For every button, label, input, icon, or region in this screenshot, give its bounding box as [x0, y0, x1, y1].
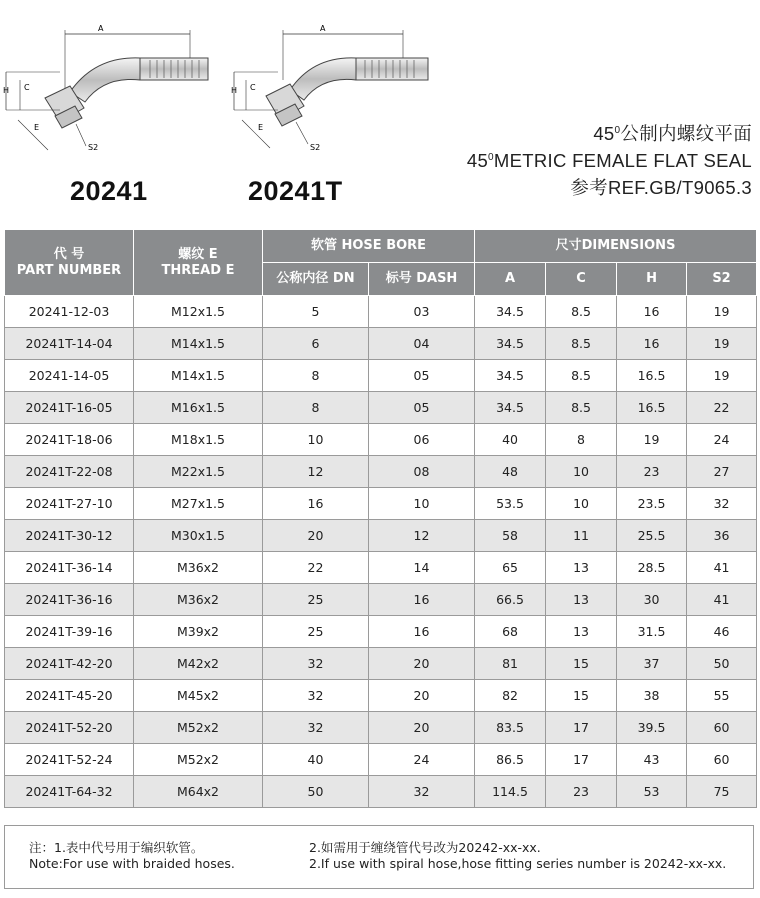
- table-row: [5, 776, 757, 808]
- table-row: [5, 712, 757, 744]
- cell-part-number: 20241T-22-08: [5, 456, 134, 488]
- cell-a: 34.5: [475, 360, 546, 392]
- cell-c: 8.5: [546, 296, 617, 328]
- cell-dn: 5: [263, 296, 369, 328]
- cell-h: 28.5: [617, 552, 687, 584]
- cell-thread: M22x1.5: [134, 456, 263, 488]
- cell-s2: 19: [687, 296, 757, 328]
- cell-part-number: 20241T-52-24: [5, 744, 134, 776]
- cell-h: 37: [617, 648, 687, 680]
- dim-label-h: H: [231, 86, 238, 95]
- cell-s2: 22: [687, 392, 757, 424]
- cell-dash: 03: [369, 296, 475, 328]
- dim-label-e: E: [34, 123, 40, 132]
- cell-dn: 6: [263, 328, 369, 360]
- cell-part-number: 20241T-36-16: [5, 584, 134, 616]
- cell-c: 11: [546, 520, 617, 552]
- cell-s2: 41: [687, 552, 757, 584]
- cell-c: 8.5: [546, 328, 617, 360]
- notes-box: [4, 825, 754, 889]
- cell-a: 86.5: [475, 744, 546, 776]
- cell-h: 19: [617, 424, 687, 456]
- cell-part-number: 20241-12-03: [5, 296, 134, 328]
- cell-s2: 41: [687, 584, 757, 616]
- dim-label-c: C: [24, 83, 30, 92]
- cell-dn: 20: [263, 520, 369, 552]
- cell-dash: 06: [369, 424, 475, 456]
- cell-dash: 05: [369, 360, 475, 392]
- cell-s2: 75: [687, 776, 757, 808]
- cell-s2: 55: [687, 680, 757, 712]
- cell-h: 38: [617, 680, 687, 712]
- cell-part-number: 20241T-42-20: [5, 648, 134, 680]
- cell-dash: 16: [369, 584, 475, 616]
- cell-dash: 20: [369, 648, 475, 680]
- cell-a: 81: [475, 648, 546, 680]
- cell-s2: 32: [687, 488, 757, 520]
- cell-h: 23.5: [617, 488, 687, 520]
- cell-c: 15: [546, 680, 617, 712]
- cell-part-number: 20241T-16-05: [5, 392, 134, 424]
- cell-s2: 60: [687, 712, 757, 744]
- table-row: [5, 392, 757, 424]
- cell-thread: M52x2: [134, 712, 263, 744]
- cell-thread: M45x2: [134, 680, 263, 712]
- title-line-ref: 参考REF.GB/T9065.3: [570, 177, 752, 198]
- cell-c: 13: [546, 552, 617, 584]
- cell-dash: 10: [369, 488, 475, 520]
- header-s2: S2: [687, 263, 757, 296]
- dim-label-a: A: [320, 24, 326, 33]
- cell-c: 10: [546, 456, 617, 488]
- cell-a: 114.5: [475, 776, 546, 808]
- cell-dn: 32: [263, 648, 369, 680]
- cell-part-number: 20241T-18-06: [5, 424, 134, 456]
- header-hose-bore: 软管 HOSE BORE: [263, 230, 475, 263]
- title-line-cn: $45^0$公制内螺纹平面: [593, 123, 752, 144]
- title-line-en: $45^0METRIC$ FEMALE FLAT SEAL: [466, 150, 752, 171]
- dim-label-e: E: [258, 123, 264, 132]
- cell-thread: M36x2: [134, 552, 263, 584]
- model-label-20241t: 20241T: [248, 176, 343, 206]
- cell-part-number: 20241T-36-14: [5, 552, 134, 584]
- cell-h: 16.5: [617, 360, 687, 392]
- table-row: [5, 552, 757, 584]
- cell-dn: 16: [263, 488, 369, 520]
- fitting-drawing-20241t: [228, 20, 443, 160]
- cell-a: 34.5: [475, 392, 546, 424]
- cell-dn: 8: [263, 360, 369, 392]
- cell-thread: M14x1.5: [134, 328, 263, 360]
- cell-h: 43: [617, 744, 687, 776]
- cell-a: 48: [475, 456, 546, 488]
- cell-thread: M12x1.5: [134, 296, 263, 328]
- cell-s2: 19: [687, 360, 757, 392]
- dim-label-a: A: [98, 24, 104, 33]
- table-row: [5, 520, 757, 552]
- cell-thread: M42x2: [134, 648, 263, 680]
- table-body: [5, 296, 757, 808]
- cell-a: 53.5: [475, 488, 546, 520]
- cell-part-number: 20241-14-05: [5, 360, 134, 392]
- cell-dn: 25: [263, 616, 369, 648]
- cell-dash: 14: [369, 552, 475, 584]
- cell-part-number: 20241T-30-12: [5, 520, 134, 552]
- header-c: C: [546, 263, 617, 296]
- cell-a: 34.5: [475, 296, 546, 328]
- cell-part-number: 20241T-64-32: [5, 776, 134, 808]
- cell-h: 39.5: [617, 712, 687, 744]
- cell-thread: M64x2: [134, 776, 263, 808]
- cell-c: 8: [546, 424, 617, 456]
- table-row: [5, 744, 757, 776]
- cell-a: 83.5: [475, 712, 546, 744]
- model-label-20241: 20241: [70, 176, 148, 206]
- cell-thread: M36x2: [134, 584, 263, 616]
- header-dimensions: 尺寸DIMENSIONS: [475, 230, 757, 263]
- cell-dn: 40: [263, 744, 369, 776]
- header-h: H: [617, 263, 687, 296]
- cell-dash: 12: [369, 520, 475, 552]
- table-row: [5, 680, 757, 712]
- header-part-number: 代 号 PART NUMBER: [5, 230, 134, 296]
- dim-label-s2: S2: [310, 143, 321, 152]
- cell-h: 16: [617, 328, 687, 360]
- cell-thread: M27x1.5: [134, 488, 263, 520]
- table-row: [5, 328, 757, 360]
- cell-s2: 27: [687, 456, 757, 488]
- cell-dash: 08: [369, 456, 475, 488]
- product-title: [467, 120, 752, 201]
- cell-dash: 05: [369, 392, 475, 424]
- cell-c: 17: [546, 712, 617, 744]
- fitting-drawing-20241: [0, 20, 230, 160]
- header-dn: 公称内径 DN: [263, 263, 369, 296]
- spec-table: [4, 229, 757, 808]
- cell-a: 58: [475, 520, 546, 552]
- cell-a: 34.5: [475, 328, 546, 360]
- cell-h: 53: [617, 776, 687, 808]
- note-en-2: 2.If use with spiral hose,hose fitting series number is 20242-xx-xx.: [309, 856, 727, 871]
- dim-label-c: C: [250, 83, 256, 92]
- cell-dash: 04: [369, 328, 475, 360]
- cell-part-number: 20241T-52-20: [5, 712, 134, 744]
- cell-dn: 32: [263, 712, 369, 744]
- note-cn-2: 2.如需用于缠绕管代号改为20242-xx-xx.: [309, 840, 541, 855]
- table-row: [5, 424, 757, 456]
- cell-h: 31.5: [617, 616, 687, 648]
- table-row: [5, 616, 757, 648]
- cell-s2: 19: [687, 328, 757, 360]
- cell-h: 30: [617, 584, 687, 616]
- table-row: [5, 360, 757, 392]
- cell-dn: 25: [263, 584, 369, 616]
- cell-c: 13: [546, 584, 617, 616]
- table-row: [5, 456, 757, 488]
- cell-dn: 32: [263, 680, 369, 712]
- cell-dash: 32: [369, 776, 475, 808]
- cell-a: 65: [475, 552, 546, 584]
- cell-dash: 24: [369, 744, 475, 776]
- cell-dash: 20: [369, 712, 475, 744]
- header-a: A: [475, 263, 546, 296]
- header-dash: 标号 DASH: [369, 263, 475, 296]
- cell-s2: 60: [687, 744, 757, 776]
- cell-h: 23: [617, 456, 687, 488]
- header-area: [0, 0, 760, 225]
- dim-label-h: H: [3, 86, 10, 95]
- cell-dn: 12: [263, 456, 369, 488]
- cell-c: 13: [546, 616, 617, 648]
- cell-c: 23: [546, 776, 617, 808]
- cell-c: 8.5: [546, 392, 617, 424]
- cell-part-number: 20241T-45-20: [5, 680, 134, 712]
- cell-dash: 20: [369, 680, 475, 712]
- cell-c: 15: [546, 648, 617, 680]
- cell-a: 40: [475, 424, 546, 456]
- cell-h: 25.5: [617, 520, 687, 552]
- cell-s2: 50: [687, 648, 757, 680]
- cell-thread: M14x1.5: [134, 360, 263, 392]
- cell-a: 66.5: [475, 584, 546, 616]
- cell-dn: 22: [263, 552, 369, 584]
- cell-thread: M39x2: [134, 616, 263, 648]
- cell-dn: 10: [263, 424, 369, 456]
- cell-dn: 50: [263, 776, 369, 808]
- cell-h: 16.5: [617, 392, 687, 424]
- table-row: [5, 584, 757, 616]
- cell-s2: 36: [687, 520, 757, 552]
- table-row: [5, 296, 757, 328]
- cell-thread: M16x1.5: [134, 392, 263, 424]
- cell-c: 10: [546, 488, 617, 520]
- table-row: [5, 488, 757, 520]
- cell-a: 68: [475, 616, 546, 648]
- cell-c: 8.5: [546, 360, 617, 392]
- cell-dn: 8: [263, 392, 369, 424]
- cell-part-number: 20241T-27-10: [5, 488, 134, 520]
- table-row: [5, 648, 757, 680]
- cell-c: 17: [546, 744, 617, 776]
- cell-h: 16: [617, 296, 687, 328]
- cell-thread: M52x2: [134, 744, 263, 776]
- dim-label-s2: S2: [88, 143, 99, 152]
- cell-part-number: 20241T-39-16: [5, 616, 134, 648]
- note-cn-1: 注：1.表中代号用于编织软管。: [29, 840, 204, 855]
- cell-part-number: 20241T-14-04: [5, 328, 134, 360]
- cell-s2: 24: [687, 424, 757, 456]
- note-en-1: Note:For use with braided hoses.: [29, 856, 235, 871]
- cell-thread: M30x1.5: [134, 520, 263, 552]
- header-thread: 螺纹 E THREAD E: [134, 230, 263, 296]
- cell-dash: 16: [369, 616, 475, 648]
- cell-a: 82: [475, 680, 546, 712]
- cell-thread: M18x1.5: [134, 424, 263, 456]
- cell-s2: 46: [687, 616, 757, 648]
